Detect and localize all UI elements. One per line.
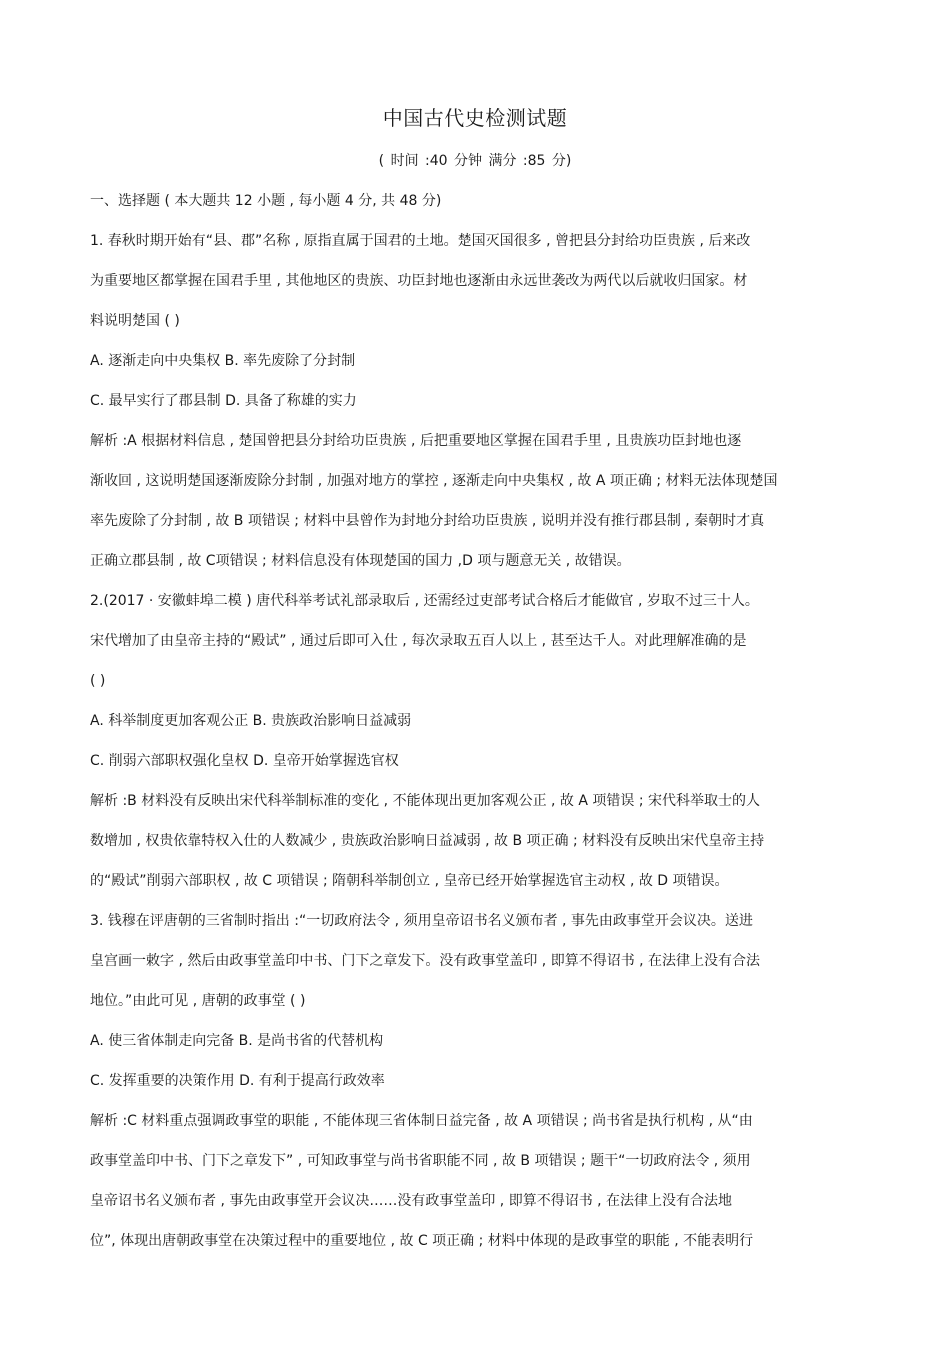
question-1-text: 为重要地区都掌握在国君手里 , 其他地区的贵族、功臣封地也逐渐由永远世袭改为两代以后就收归国家。材 <box>90 273 748 289</box>
question-3-analysis: 位”, 体现出唐朝政事堂在决策过程中的重要地位 , 故 C 项正确 ; 材料中体现的是政事堂的职能 , 不能表明行 <box>90 1233 754 1249</box>
question-1-analysis: 解析 :A 根据材料信息 , 楚国曾把县分封给功臣贵族 , 后把重要地区掌握在国君手里 , 且贵族功臣封地也逐 <box>90 433 742 449</box>
question-1-analysis: 正确立郡县制 , 故 C项错误 ; 材料信息没有体现楚国的国力 ,D 项与题意无关 , 故错误。 <box>90 553 631 569</box>
exam-info: ( 时间 :40 分钟 满分 :85 分) <box>378 153 572 169</box>
question-3-options: C. 发挥重要的决策作用 D. 有利于提高行政效率 <box>90 1073 385 1089</box>
question-3-text: 3. 钱穆在评唐朝的三省制时指出 :“一切政府法令 , 须用皇帝诏书名义颁布者 , 事先由政事堂开会议决。送进 <box>90 913 753 929</box>
page-title: 中国古代史检测试题 <box>382 106 568 130</box>
question-2-options: C. 削弱六部职权强化皇权 D. 皇帝开始掌握选官权 <box>90 753 399 769</box>
question-2-text: 宋代增加了由皇帝主持的“殿试” , 通过后即可入仕 , 每次录取五百人以上 , 甚至达千人。对此理解准确的是 <box>90 633 747 649</box>
question-1-analysis: 率先废除了分封制 , 故 B 项错误 ; 材料中县曾作为封地分封给功臣贵族 , 说明并没有推行郡县制 , 秦朝时才真 <box>90 513 765 529</box>
question-2-options: A. 科举制度更加客观公正 B. 贵族政治影响日益减弱 <box>90 713 412 729</box>
question-3-analysis: 解析 :C 材料重点强调政事堂的职能 , 不能体现三省体制日益完备 , 故 A 项错误 ; 尚书省是执行机构 , 从“由 <box>90 1113 753 1129</box>
question-1-text: 料说明楚国 ( ) <box>90 313 180 329</box>
question-1-analysis: 渐收回 , 这说明楚国逐渐废除分封制 , 加强对地方的掌控 , 逐渐走向中央集权 , 故 A 项正确 ; 材料无法体现楚国 <box>90 473 778 489</box>
question-2-text: 2.(2017 · 安徽蚌埠二模 ) 唐代科举考试礼部录取后 , 还需经过吏部考试合格后才能做官 , 岁取不过三十人。 <box>90 593 759 609</box>
question-3-options: A. 使三省体制走向完备 B. 是尚书省的代替机构 <box>90 1033 384 1049</box>
question-1-text: 1. 春秋时期开始有“县、郡”名称 , 原指直属于国君的土地。楚国灭国很多 , 曾把县分封给功臣贵族 , 后来改 <box>90 233 751 249</box>
section-heading: 一、选择题 ( 本大题共 12 小题 , 每小题 4 分, 共 48 分) <box>90 193 442 209</box>
question-2-analysis: 的“殿试”削弱六部职权 , 故 C 项错误 ; 隋朝科举制创立 , 皇帝已经开始掌握选官主动权 , 故 D 项错误。 <box>90 873 729 889</box>
question-2-text: ( ) <box>90 673 106 689</box>
question-2-analysis: 解析 :B 材料没有反映出宋代科举制标准的变化 , 不能体现出更加客观公正 , 故 A 项错误 ; 宋代科举取士的人 <box>90 793 761 809</box>
question-2-analysis: 数增加 , 权贵依靠特权入仕的人数减少 , 贵族政治影响日益减弱 , 故 B 项正确 ; 材料没有反映出宋代皇帝主持 <box>90 833 765 849</box>
question-3-analysis: 政事堂盖印中书、门下之章发下” , 可知政事堂与尚书省职能不同 , 故 B 项错误 ; 题干“一切政府法令 , 须用 <box>90 1153 751 1169</box>
question-3-text: 皇宫画一敕字 , 然后由政事堂盖印中书、门下之章发下。没有政事堂盖印 , 即算不得诏书 , 在法律上没有合法 <box>90 953 761 969</box>
question-3-analysis: 皇帝诏书名义颁布者 , 事先由政事堂开会议决……没有政事堂盖印 , 即算不得诏书 , 在法律上没有合法地 <box>90 1193 733 1209</box>
question-1-options: A. 逐渐走向中央集权 B. 率先废除了分封制 <box>90 353 356 369</box>
question-3-text: 地位。”由此可见 , 唐朝的政事堂 ( ) <box>90 993 306 1009</box>
question-1-options: C. 最早实行了郡县制 D. 具备了称雄的实力 <box>90 393 357 409</box>
